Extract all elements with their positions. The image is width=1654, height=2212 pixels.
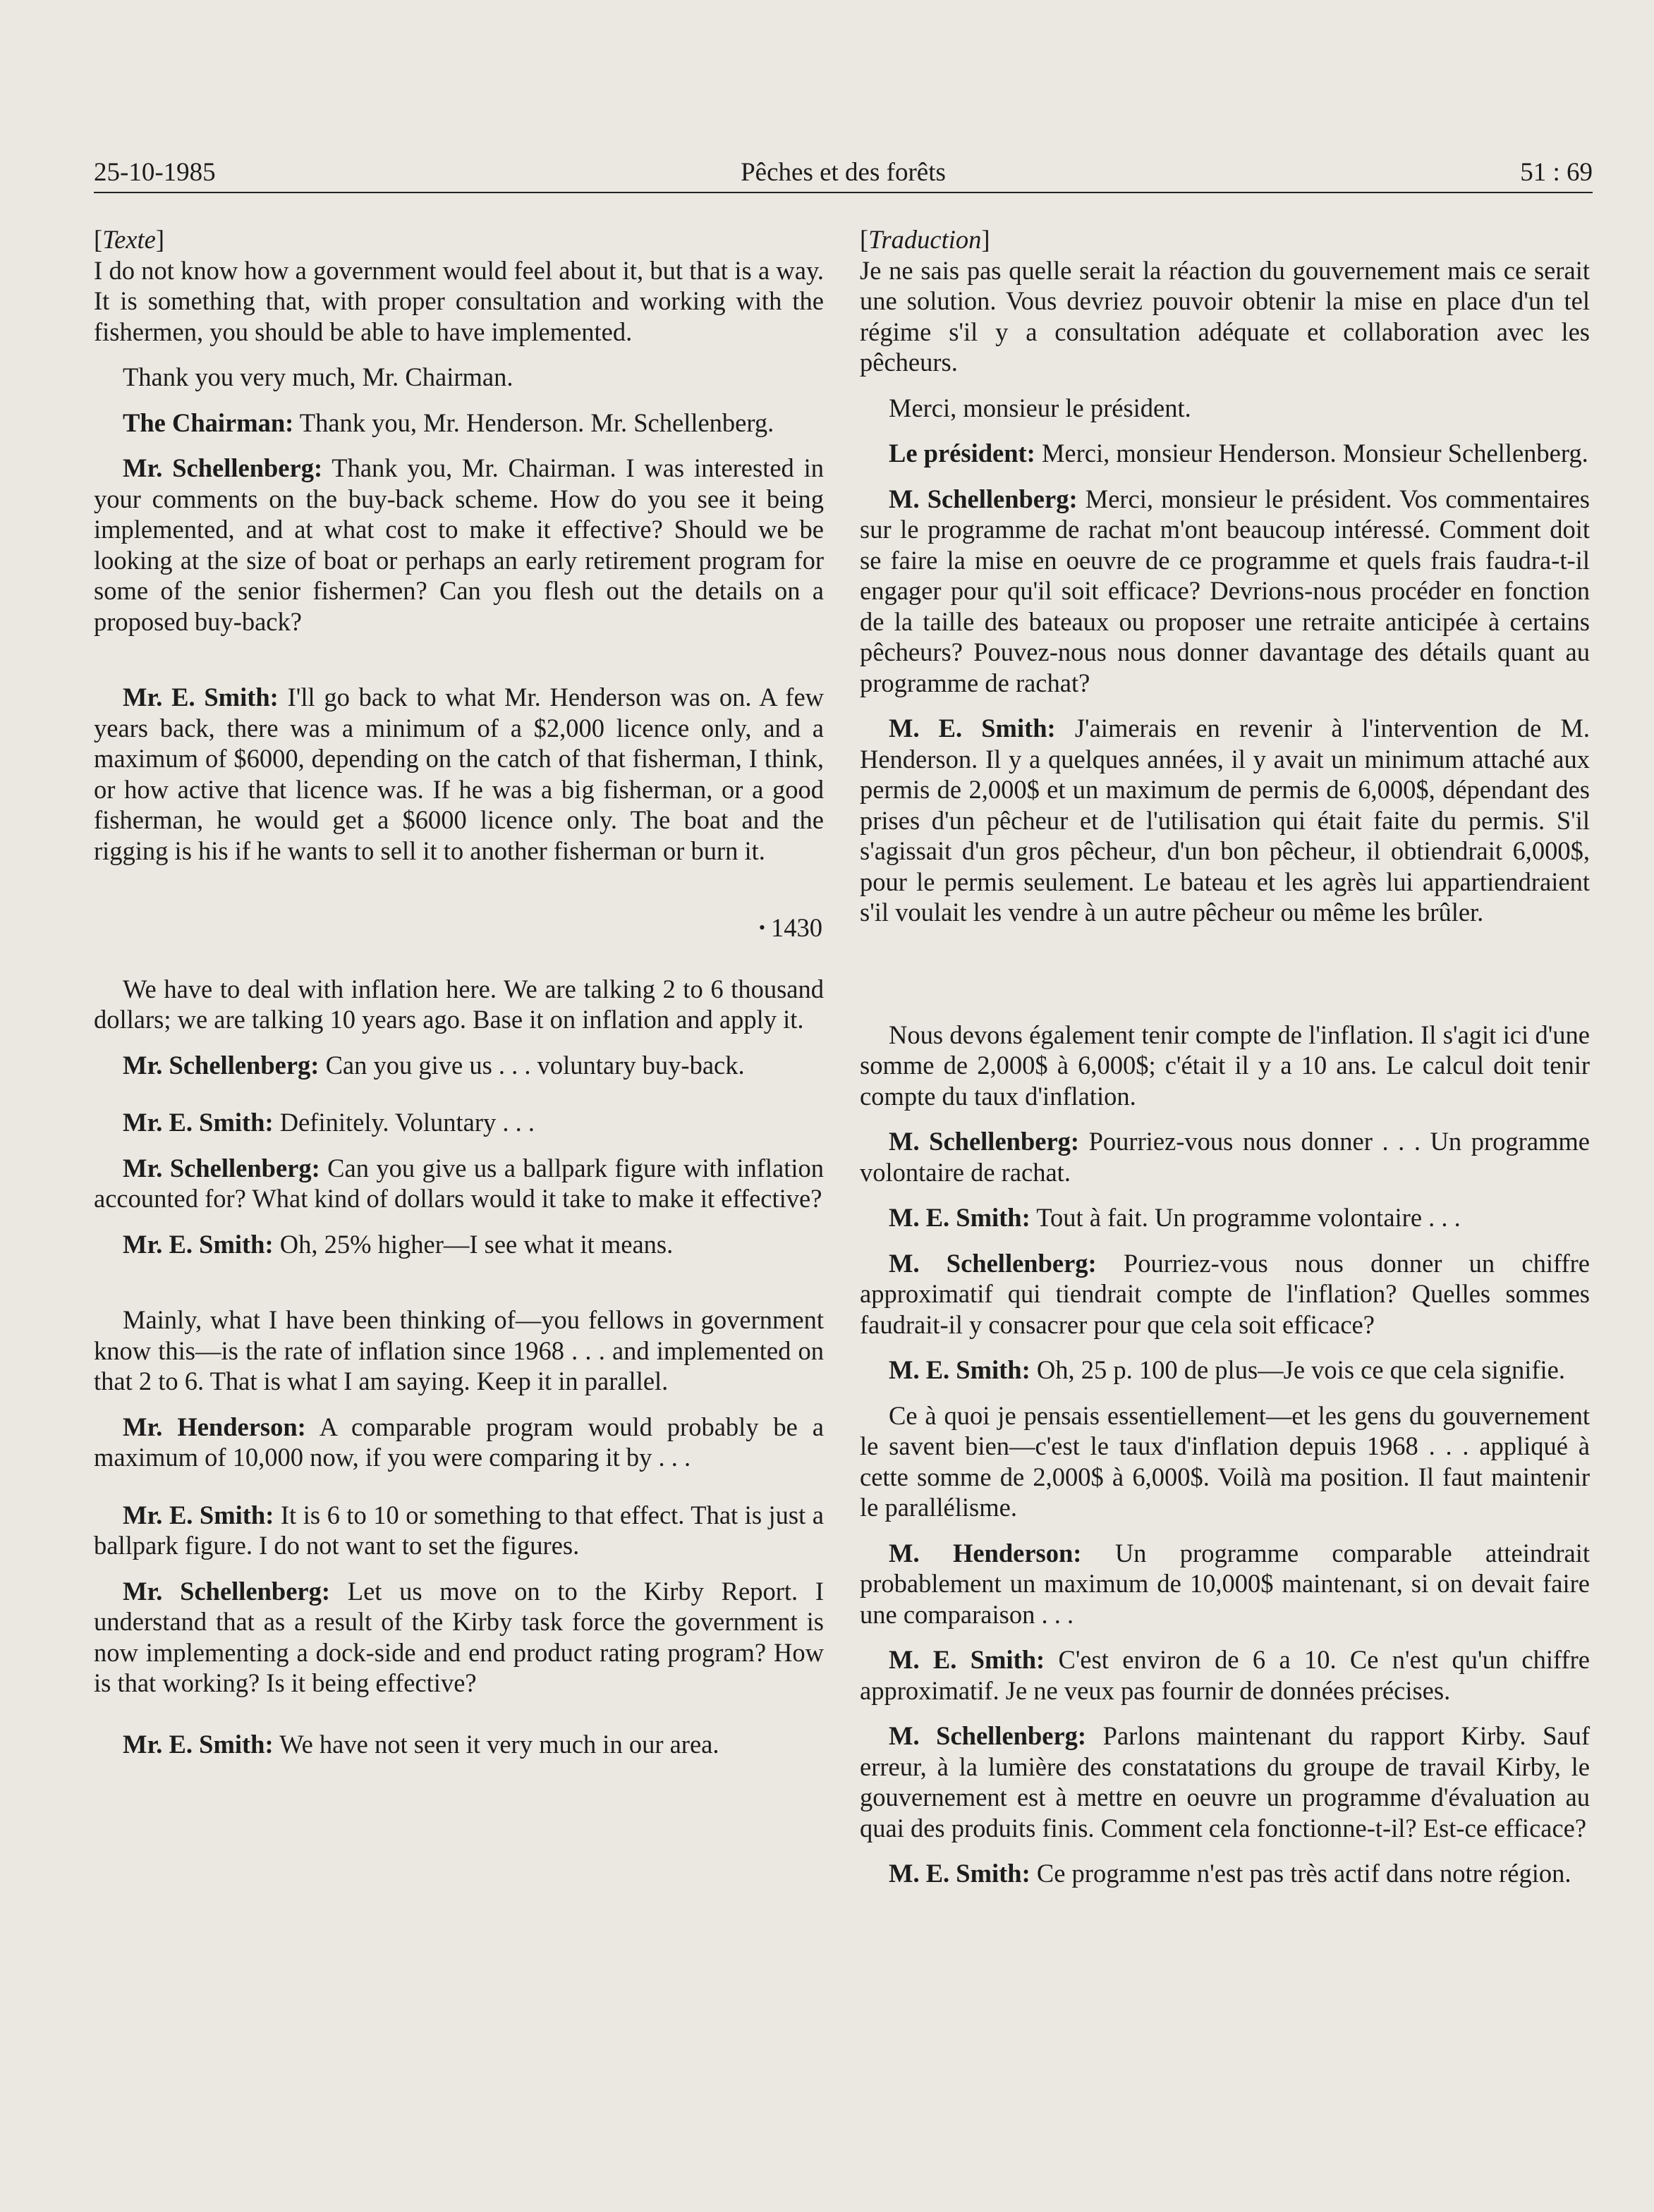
paragraph: Mainly, what I have been thinking of—you fellows in government know this—is the rate of inflation since 1968 . . . and implemented on that 2 to 6. That is what I am saying. Keep it in parallel.: [94, 1305, 824, 1395]
paragraph: [860, 1721, 1590, 1843]
section-tag: [Traduction]: [860, 225, 990, 254]
french-column: [860, 224, 1590, 1889]
paragraph: [860, 1355, 1590, 1386]
paragraph: [860, 713, 1590, 928]
paragraph: [94, 1412, 824, 1473]
paragraph: [94, 1500, 824, 1561]
speaker-name: M. Schellenberg:: [889, 1721, 1087, 1750]
speaker-name: M. Schellenberg:: [889, 1248, 1097, 1278]
paragraph: [94, 1729, 824, 1760]
speech-text: Pourriez-vous nous donner un chiffre approximatif qui tiendrait compte de l'inflation? Quelles sommes faudrait-il y consacrer pour que cela soit efficace?: [860, 1248, 1591, 1339]
header-title: Pêches et des forêts: [741, 158, 946, 187]
section-tag: [Texte]: [94, 225, 165, 254]
speaker-name: Mr. E. Smith:: [123, 1229, 274, 1259]
speaker-name: M. Schellenberg:: [889, 1127, 1080, 1156]
speech-text: Can you give us a ballpark figure with inflation accounted for? What kind of dollars would it take to make it effective?: [94, 1153, 824, 1213]
time-marker-value: 1430: [771, 913, 822, 942]
paragraph: [860, 1248, 1590, 1340]
speaker-name: M. E. Smith:: [889, 1859, 1030, 1888]
paragraph: [860, 1858, 1590, 1889]
paragraph: We have to deal with inflation here. We are talking 2 to 6 thousand dollars; we are talking 10 years ago. Base it on inflation and apply it.: [94, 974, 824, 1034]
time-marker: [94, 912, 824, 943]
speaker-name: Mr. E. Smith:: [123, 1108, 274, 1137]
header-page-number: 51 : 69: [1520, 158, 1593, 187]
speech-text: Can you give us . . . voluntary buy-back.: [319, 1050, 745, 1080]
paragraph: [860, 1644, 1590, 1706]
speech-text: Pourriez-vous nous donner . . . Un programme volontaire de rachat.: [860, 1127, 1590, 1187]
paragraph: Je ne sais pas quelle serait la réaction du gouvernement mais ce serait une solution. Vous devriez pouvoir obtenir la mise en place d'un tel régime s'il y a consultation adéquate et collaboration avec les pêcheurs.: [860, 255, 1590, 377]
speech-text: Thank you, Mr. Henderson. Mr. Schellenberg.: [293, 408, 774, 437]
paragraph: [860, 484, 1590, 699]
speaker-name: M. E. Smith:: [889, 1645, 1045, 1674]
speaker-name: Mr. Schellenberg:: [123, 1153, 320, 1183]
speech-text: Definitely. Voluntary . . .: [273, 1108, 535, 1137]
page-header: [94, 157, 1593, 189]
paragraph: [94, 408, 824, 439]
paragraph: [94, 1153, 824, 1214]
speaker-name: Mr. Schellenberg:: [123, 1576, 331, 1606]
speaker-name: Mr. E. Smith:: [123, 1729, 274, 1759]
speaker-name: M. E. Smith:: [889, 714, 1056, 743]
speaker-name: Mr. Schellenberg:: [123, 1050, 320, 1080]
speech-text: Parlons maintenant du rapport Kirby. Sauf erreur, à la lumière des constatations du groupe de travail Kirby, le gouvernement est à mettre en oeuvre un programme d'évaluation au quai des produits finis. Comment cela fonctionne-t-il? Est-ce efficace?: [860, 1721, 1590, 1843]
paragraph: Merci, monsieur le président.: [889, 393, 1191, 422]
paragraph: I do not know how a government would feel about it, but that is a way. It is something that, with proper consultation and working with the fishermen, you should be able to have implemented.: [94, 255, 824, 346]
speaker-name: Mr. E. Smith:: [123, 1500, 274, 1529]
paragraph: [94, 1576, 824, 1699]
header-date: 25-10-1985: [94, 158, 216, 187]
speaker-name: M. Schellenberg:: [889, 484, 1078, 513]
paragraph: Nous devons également tenir compte de l'inflation. Il s'agit ici d'une somme de 2,000$ à 6,000$; c'était il y a 10 ans. Le calcul doit tenir compte du taux d'inflation.: [860, 1020, 1590, 1111]
paragraph: [94, 682, 824, 866]
speech-text: Let us move on to the Kirby Report. I understand that as a result of the Kirby task force the government is now implementing a dock-side and end product rating program? How is that working? Is it being effective?: [94, 1576, 824, 1697]
speaker-name: Mr. Schellenberg:: [123, 453, 323, 482]
speech-text: Oh, 25% higher—I see what it means.: [273, 1229, 674, 1259]
paragraph: Thank you very much, Mr. Chairman.: [123, 362, 513, 391]
paragraph: [94, 1050, 824, 1081]
speaker-name: M. E. Smith:: [889, 1203, 1030, 1232]
paragraph: [860, 1202, 1590, 1233]
speech-text: J'aimerais en revenir à l'intervention de M. Henderson. Il y a quelques années, il y avait un minimum attaché aux permis de 2,000$ et un maximum de permis de 6,000$, dépendant des prises d'un pêcheur et de l'utilisation qui était faite du permis. S'il s'agissait d'un gros pêcheur, d'un bon pêcheur, il obtiendrait 6,000$, pour le permis seulement. Le bateau et les agrès lui appartiendraient s'il voulait les vendre à un autre pêcheur ou même les brûler.: [860, 714, 1590, 927]
paragraph: [94, 1229, 824, 1260]
paragraph: [860, 1126, 1590, 1187]
speaker-name: The Chairman:: [123, 408, 294, 437]
paragraph: [94, 453, 824, 637]
speech-text: I'll go back to what Mr. Henderson was on. A few years back, there was a minimum of a $2,000 licence only, and a maximum of $6000, depending on the catch of that fisherman, I think, or how active that licence was. If he was a big fisherman, or a good fisherman, he would get a $6000 licence only. The boat and the rigging is his if he wants to sell it to another fisherman or burn it.: [94, 683, 825, 865]
speech-text: We have not seen it very much in our area.: [273, 1729, 719, 1759]
bullet-icon: •: [758, 917, 765, 938]
speech-text: Merci, monsieur Henderson. Monsieur Schellenberg.: [1035, 439, 1588, 468]
speaker-name: Mr. Henderson:: [123, 1412, 306, 1441]
speaker-name: M. E. Smith:: [889, 1355, 1030, 1384]
speech-text: Un programme comparable atteindrait probablement un maximum de 10,000$ maintenant, si on devait faire une comparaison . . .: [860, 1538, 1590, 1629]
english-column: [94, 224, 824, 1759]
speech-text: Oh, 25 p. 100 de plus—Je vois ce que cela signifie.: [1030, 1355, 1565, 1384]
speech-text: It is 6 to 10 or something to that effect. That is just a ballpark figure. I do not want to set the figures.: [94, 1500, 824, 1560]
speaker-name: M. Henderson:: [889, 1538, 1082, 1568]
speech-text: Thank you, Mr. Chairman. I was interested in your comments on the buy-back scheme. How do you see it being implemented, and at what cost to make it effective? Should we be looking at the size of boat or perhaps an early retirement program for some of the senior fishermen? Can you flesh out the details on a proposed buy-back?: [94, 453, 825, 636]
header-rule: [94, 192, 1593, 193]
paragraph: [94, 1107, 824, 1138]
speaker-name: Le président:: [889, 439, 1035, 468]
speech-text: Ce programme n'est pas très actif dans notre région.: [1030, 1859, 1571, 1888]
paragraph: [860, 1538, 1590, 1630]
speech-text: A comparable program would probably be a maximum of 10,000 now, if you were comparing it by . . .: [94, 1412, 824, 1472]
paragraph: [860, 438, 1590, 469]
speech-text: Merci, monsieur le président. Vos commentaires sur le programme de rachat m'ont beaucoup intéressé. Comment doit se faire la mise en oeuvre de ce programme et quels frais faudra-t-il engager pour qu'il soit efficace? Devrions-nous procéder en fonction de la taille des bateaux ou proposer une retraite anticipée à certains pêcheurs? Pouvez-nous nous donner davantage des détails quant au programme de rachat?: [860, 484, 1590, 697]
speech-text: Tout à fait. Un programme volontaire . . .: [1030, 1203, 1461, 1232]
paragraph: Ce à quoi je pensais essentiellement—et les gens du gouvernement le savent bien—c'est le taux d'inflation depuis 1968 . . . appliqué à cette somme de 2,000$ à 6,000$. Voilà ma position. Il faut maintenir le parallélisme.: [860, 1400, 1590, 1522]
speaker-name: Mr. E. Smith:: [123, 683, 279, 711]
speech-text: C'est environ de 6 a 10. Ce n'est qu'un chiffre approximatif. Je ne veux pas fournir de données précises.: [860, 1645, 1590, 1705]
